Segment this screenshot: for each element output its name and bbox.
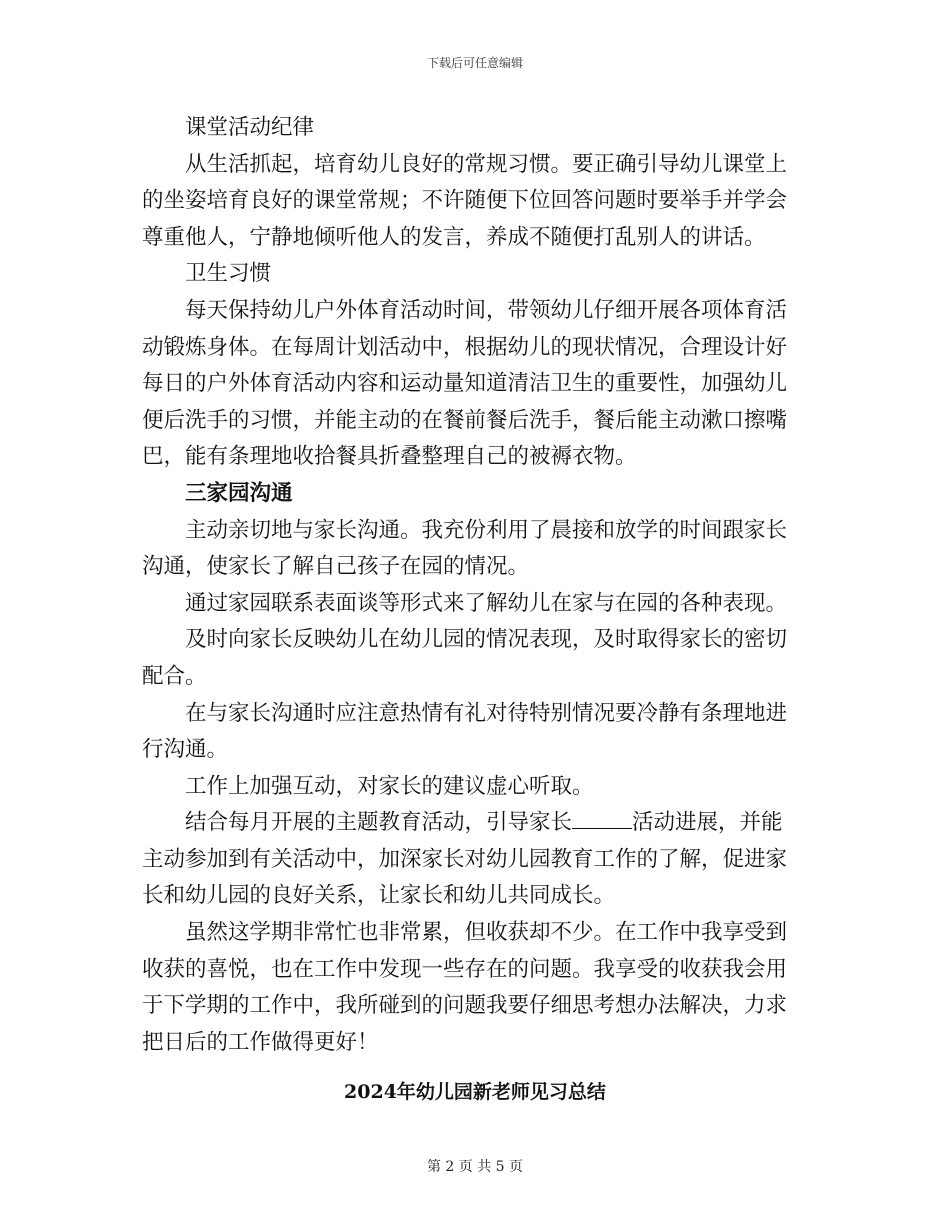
paragraph-communication-1: 主动亲切地与家长沟通。我充份利用了晨接和放学的时间跟家长沟通，使家长了解自己孩子在园的情况。 [142, 517, 788, 580]
header-note: 下载后可任意编辑 [426, 56, 523, 70]
paragraph-communication-5: 工作上加强互动，对家长的建议虚心听取。 [185, 773, 594, 799]
document-body [142, 110, 802, 1061]
subheading-classroom-discipline: 课堂活动纪律 [185, 115, 315, 140]
paragraph-conclusion: 虽然这学期非常忙也非常累，但收获却不少。在工作中我享受到收获的喜悦，也在工作中发现一些存在的问题。我享受的收获我会用于下学期的工作中，我所碰到的问题我要仔细思考想办法解决，力求把日后的工作做得更好！ [142, 920, 788, 1055]
section-heading-home-school-communication: 三家园沟通 [185, 480, 293, 506]
paragraph-communication-6 [142, 805, 802, 915]
paragraph-communication-3: 及时向家长反映幼儿在幼儿园的情况表现，及时取得家长的密切配合。 [142, 627, 788, 689]
paragraph-text-before-blank: 结合每月开展的主题教育活动，引导家长 [185, 810, 573, 836]
paragraph-classroom-habits: 从生活抓起，培育幼儿良好的常规习惯。要正确引导幼儿课堂上的坐姿培育良好的课堂常规；不许随便下位回答问题时要举手并学会尊重他人，宁静地倾听他人的发言，养成不随便打乱别人的讲话。 [142, 151, 788, 250]
paragraph-hygiene: 每天保持幼儿户外体育活动时间，带领幼儿仔细开展各项体育活动锻炼身体。在每周计划活动中，根据幼儿的现状情况，合理设计好每日的户外体育活动内容和运动量知道清洁卫生的重要性，加强幼儿便后洗手的习惯，并能主动的在餐前餐后洗手，餐后能主动漱口擦嘴巴，能有条理地收拾餐具折叠整理自己的被褥衣物。 [142, 297, 788, 470]
paragraph-communication-2: 通过家园联系表面谈等形式来了解幼儿在家与在园的各种表现。 [185, 590, 788, 616]
next-document-title: 2024年幼儿园新老师见习总结 [344, 1081, 606, 1103]
fill-in-blank [572, 807, 632, 830]
paragraph-communication-4: 在与家长沟通时应注意热情有礼对待特别情况要冷静有条理地进行沟通。 [142, 700, 788, 763]
subheading-hygiene-habits: 卫生习惯 [185, 261, 272, 287]
page-footer: 第 2 页 共 5 页 [426, 1159, 524, 1175]
paragraph-text-after-blank: 活动进展，并能主动参加到有关活动中，加深家长对幼儿园教育工作的了解，促进家长和幼儿园的良好关系，让家长和幼儿共同成长。 [142, 810, 788, 909]
